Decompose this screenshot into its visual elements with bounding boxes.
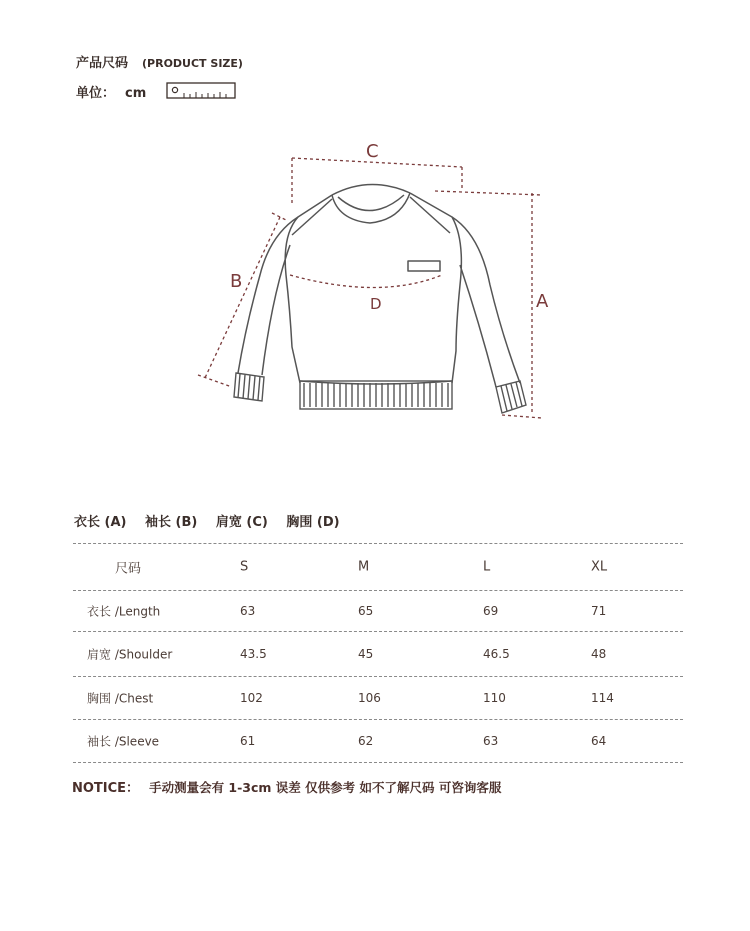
size-table [73,543,683,763]
cell-s: 43.5 [240,647,267,661]
cell-m: 45 [358,647,374,661]
cell-m: 62 [358,734,374,748]
unit-row [76,82,146,101]
label-b: B [230,271,243,292]
header-xl: XL [591,559,608,575]
cell-xl: 71 [591,604,607,618]
cell-m: 65 [358,604,374,618]
label-a: A [536,291,549,312]
cell-xl: 64 [591,734,607,748]
header-m: M [358,559,370,575]
notice-text: 手动测量会有 1-3cm 误差 仅供参考 如不了解尺码 可咨询客服 [149,780,502,795]
row-label: 衣长 /Length [87,604,161,619]
cell-l: 69 [483,604,499,618]
ruler-icon [166,82,236,99]
cell-s: 61 [240,734,256,748]
table-row [73,631,683,676]
cell-s: 63 [240,604,256,618]
header-size: 尺码 [115,561,142,577]
notice [72,777,501,796]
label-d: D [370,295,382,313]
legend-length: 衣长 (A) [74,515,127,530]
table-row [73,590,683,631]
row-label: 肩宽 /Shoulder [87,647,173,662]
cell-m: 106 [358,691,381,705]
sweater-diagram [190,125,570,435]
notice-label: NOTICE： [72,781,140,796]
table-header-row [73,543,683,590]
cell-l: 46.5 [483,647,510,661]
row-label: 胸围 /Chest [87,691,154,706]
table-row [73,676,683,719]
page-title [76,52,243,71]
cell-xl: 48 [591,647,607,661]
unit-value: cm [125,86,147,101]
legend-chest: 胸围 (D) [286,515,340,530]
legend-shoulder: 肩宽 (C) [215,515,268,530]
title-cn: 产品尺码 [76,56,129,71]
title-en: (PRODUCT SIZE) [142,57,243,70]
measurement-legend [74,511,354,530]
cell-s: 102 [240,691,263,705]
header-s: S [240,559,249,575]
cell-xl: 114 [591,691,614,705]
legend-sleeve: 袖长 (B) [145,515,198,530]
header-l: L [483,559,491,575]
label-c: C [366,141,379,162]
row-label: 袖长 /Sleeve [87,734,160,749]
cell-l: 110 [483,691,506,705]
measure-line-d [290,275,442,288]
unit-label: 单位： [76,86,116,101]
cell-l: 63 [483,734,499,748]
table-row [73,719,683,763]
